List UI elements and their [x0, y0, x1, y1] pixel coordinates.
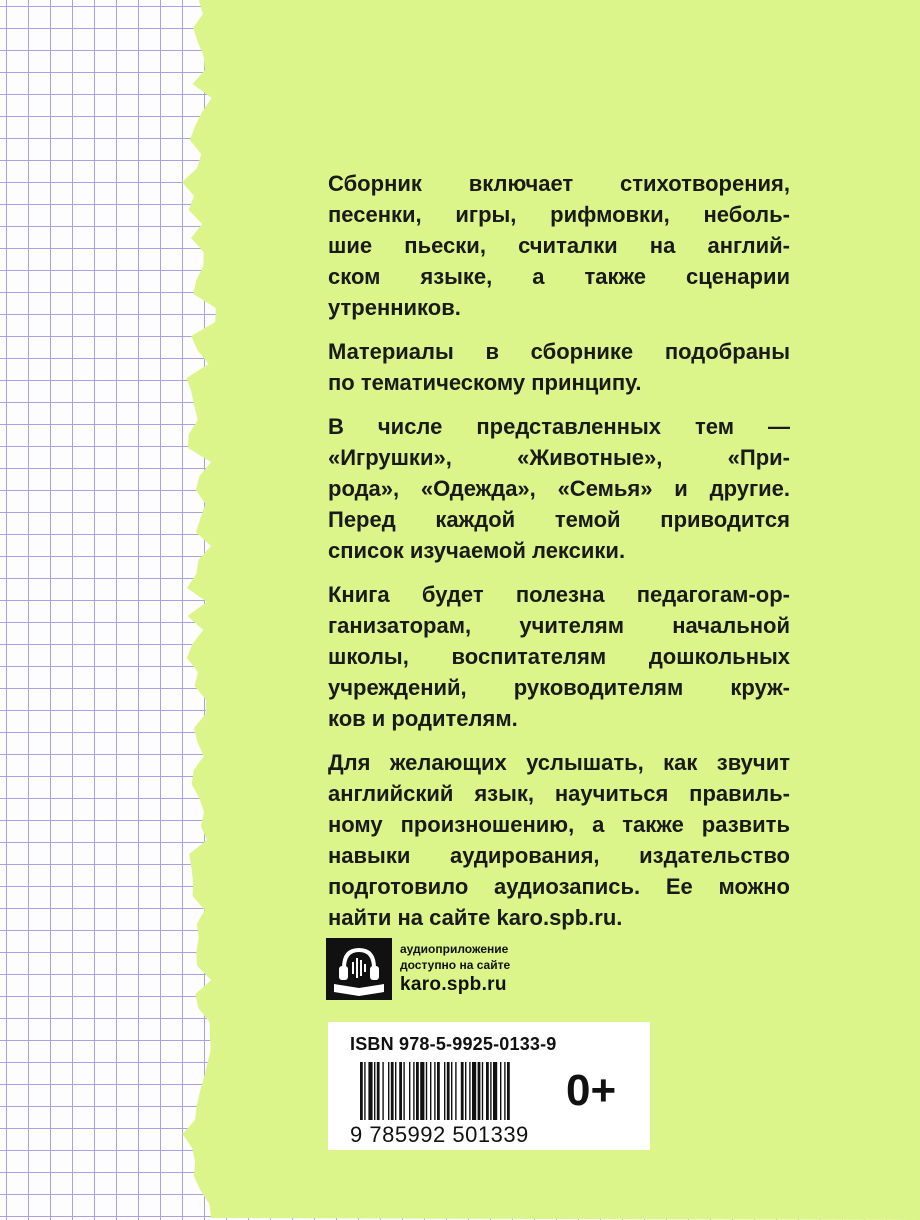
paragraph [328, 336, 790, 398]
text-line: английский язык, научиться правиль- [328, 781, 790, 806]
audio-line-2: доступно на сайте [400, 958, 511, 972]
text-line: Книга будет полезна педагогам-ор- [328, 582, 790, 607]
text-line: найти на сайте karo.spb.ru. [328, 905, 623, 930]
text-line: Сборник включает стихотворения, [328, 171, 790, 196]
text-line: по тематическому принципу. [328, 370, 642, 395]
text-line: ском языке, а также сценарии [328, 264, 790, 289]
text-line: список изучаемой лексики. [328, 538, 626, 563]
book-headphones-icon [326, 938, 392, 1000]
barcode-digits: 9 785992 501339 [350, 1122, 529, 1147]
audio-site-link[interactable]: karo.spb.ru [400, 974, 507, 995]
text-line: ному произношению, а также развить [328, 812, 790, 837]
text-line: Перед каждой темой приводится [328, 507, 790, 532]
text-line: В числе представленных тем — [328, 414, 790, 439]
text-line: «Игрушки», «Животные», «При- [328, 445, 790, 470]
isbn-box [328, 1022, 650, 1150]
text-line: Материалы в сборнике подобраны [328, 339, 790, 364]
paragraph [328, 579, 790, 734]
text-line: учреждений, руководителям круж- [328, 675, 790, 700]
age-rating: 0+ [566, 1066, 617, 1115]
text-line: ганизаторам, учителям начальной [328, 613, 790, 638]
text-line: рода», «Одежда», «Семья» и другие. [328, 476, 790, 501]
text-line: навыки аудирования, издательство [328, 843, 790, 868]
text-line: утренников. [328, 295, 461, 320]
isbn-label: ISBN 978-5-9925-0133-9 [350, 1034, 557, 1054]
text-line: подготовило аудиозапись. Ее можно [328, 874, 790, 899]
text-line: Для желающих услышать, как звучит [328, 750, 790, 775]
audio-appendix-notice [326, 938, 510, 1000]
text-line: ков и родителям. [328, 706, 518, 731]
paragraph [328, 747, 790, 933]
audio-line-1: аудиоприложение [400, 942, 509, 956]
description-text [328, 168, 790, 933]
text-line: школы, воспитателям дошкольных [328, 644, 790, 669]
barcode [360, 1062, 556, 1122]
paragraph [328, 168, 790, 323]
text-line: шие пьески, считалки на англий- [328, 233, 790, 258]
text-line: песенки, игры, рифмовки, неболь- [328, 202, 790, 227]
paragraph [328, 411, 790, 566]
